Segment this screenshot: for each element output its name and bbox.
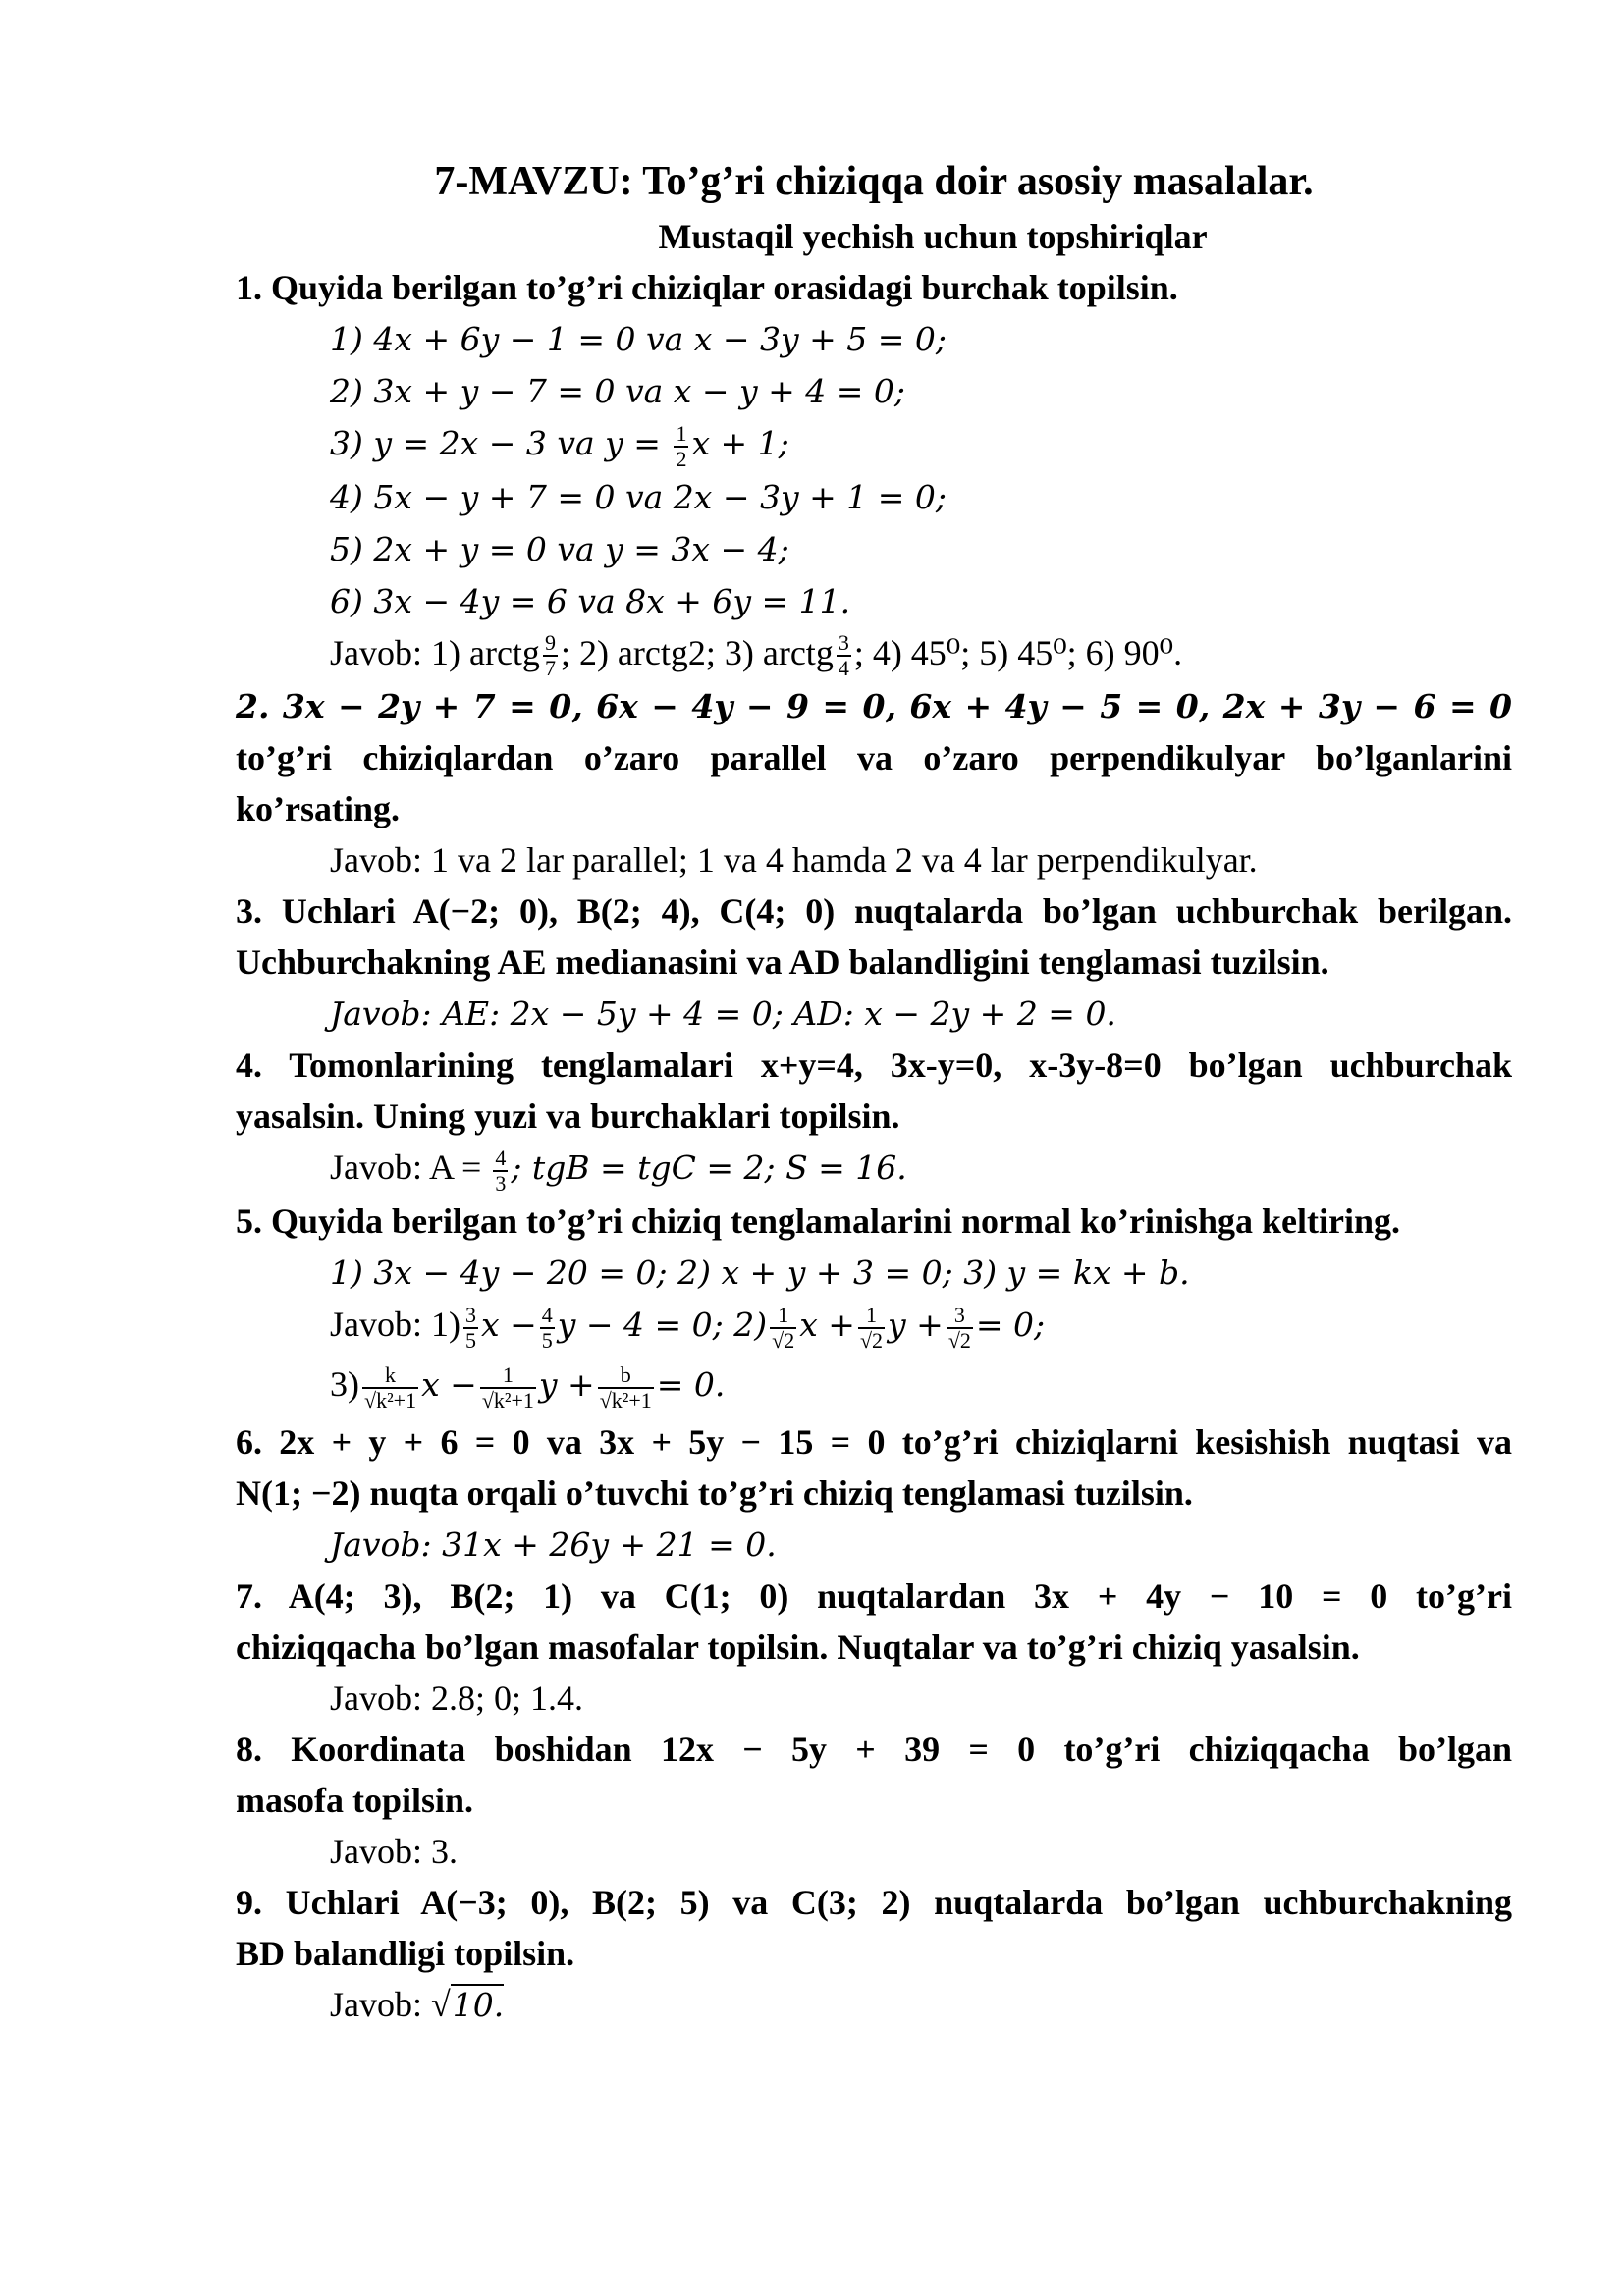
task-6-answer: Javob: 31x + 26y + 21 = 0. [330,1524,777,1564]
task-1-item-1: 1) 4x + 6y − 1 = 0 va x − 3y + 5 = 0; [330,320,947,358]
task-6-line-2: N(1; −2) nuqta orqali o’tuvchi to’g’ri chiziq tenglamasi tuzilsin. [236,1472,1193,1513]
task-9-answer: Javob: √10. [330,1984,505,2024]
task-1-item-6: 6) 3x − 4y = 6 va 8x + 6y = 11. [330,581,851,620]
task-3-line-2: Uchburchakning AE medianasini va AD balandligini tenglamasi tuzilsin. [236,942,1329,983]
task-4-line-2: yasalsin. Uning yuzi va burchaklari topilsin. [236,1096,900,1137]
task-3-line-1: 3. Uchlari A(−2; 0), B(2; 4), C(4; 0) nuqtalarda bo’lgan uchburchak berilgan. [236,891,1512,932]
task-2-line-1: 2. 3x − 2y + 7 = 0, 6x − 4y − 9 = 0, 6x + 4y − 5 = 0, 2x + 3y − 6 = 0 [236,687,1512,726]
task-9-line-1: 9. Uchlari A(−3; 0), B(2; 5) va C(3; 2) nuqtalarda bo’lgan uchburchakning [236,1882,1512,1922]
task-5-line-1: 5. Quyida berilgan to’g’ri chiziq tenglamalarini normal ko’rinishga keltiring. [236,1201,1401,1242]
task-3-answer: Javob: AE: 2x − 5y + 4 = 0; AD: x − 2y + 2 = 0. [330,994,1116,1034]
document-page [236,152,1512,2031]
task-8-answer: Javob: 3. [330,1831,458,1871]
task-6-line-1: 6. 2x + y + 6 = 0 va 3x + 5y − 15 = 0 to’g’ri chiziqlarni kesishish nuqtasi va [236,1421,1512,1462]
task-4-line-1: 4. Tomonlarining tenglamalari x+y=4, 3x-y=0, x-3y-8=0 bo’lgan uchburchak [236,1045,1512,1086]
task-1-answer: Javob: 1) arctg $\frac{9}{7}$ ; 2) arctg2; 3) arctg $\frac{3}{4}$ ; 4) 45⁰; 5) 45⁰; 6) 90⁰. [330,630,1183,681]
task-1-text: 1. Quyida berilgan to’g’ri chiziqlar orasidagi burchak topilsin. [236,268,1178,307]
task-1-item-5: 5) 2x + y = 0 va y = 3x − 4; [330,529,789,568]
task-7-answer: Javob: 2.8; 0; 1.4. [330,1678,583,1718]
fraction: $\frac{1}{2}$ [676,420,687,471]
task-7-line-1: 7. A(4; 3), B(2; 1) va C(1; 0) nuqtalardan 3x + 4y − 10 = 0 to’g’ri [236,1575,1512,1616]
task-2-line-3: ko’rsating. [236,789,401,829]
task-7-line-2: chiziqqacha bo’lgan masofalar topilsin. Nuqtalar va to’g’ri chiziq yasalsin. [236,1627,1360,1667]
task-5-answer-1: Javob: 1) $\frac{3}{5}$ x − $\frac{4}{5}$ y − 4 = 0; 2) $\frac{1}{√2}$ x + $\frac{1}{√2}$ y + $\frac{3}{√2}$ = 0; [330,1302,1046,1353]
task-5-answer-3: 3) $\frac{k}{\text{√k²+1}}$ x − $\frac{1}{\text{√k²+1}}$ y + $\frac{b}{\text{√k²+1}}$ = 0. [330,1362,726,1413]
page-title: 7-MAVZU: To’g’ri chiziqqa doir asosiy masalalar. [434,159,1314,204]
task-4-answer: Javob: A = $\frac{4}{3}$ ; tgB = tgC = 2; S = 16. [330,1146,907,1197]
fraction: $\frac{4}{3}$ [495,1146,507,1197]
fraction: $\frac{3}{4}$ [838,630,849,681]
task-9-line-2: BD balandligi topilsin. [236,1933,575,1973]
task-1-item-3: 3) y = 2x − 3 va y = $\frac{1}{2}$ x + 1; [330,420,789,471]
task-8-line-1: 8. Koordinata boshidan 12x − 5y + 39 = 0 to’g’ri chiziqqacha bo’lgan [236,1729,1512,1769]
fraction: $\frac{9}{7}$ [544,630,556,681]
task-5-items: 1) 3x − 4y − 20 = 0; 2) x + y + 3 = 0; 3) y = kx + b. [330,1254,1190,1293]
page-subtitle: Mustaqil yechish uchun topshiriqlar [658,217,1208,256]
task-2-answer: Javob: 1 va 2 lar parallel; 1 va 4 hamda 2 va 4 lar perpendikulyar. [330,840,1258,881]
task-1-item-2: 2) 3x + y − 7 = 0 va x − y + 4 = 0; [330,372,906,410]
task-1-item-4: 4) 5x − y + 7 = 0 va 2x − 3y + 1 = 0; [330,477,947,516]
task-8-line-2: masofa topilsin. [236,1780,474,1820]
task-2-line-2: to’g’ri chiziqlardan o’zaro parallel va o’zaro perpendikulyar bo’lganlarini [236,738,1512,778]
